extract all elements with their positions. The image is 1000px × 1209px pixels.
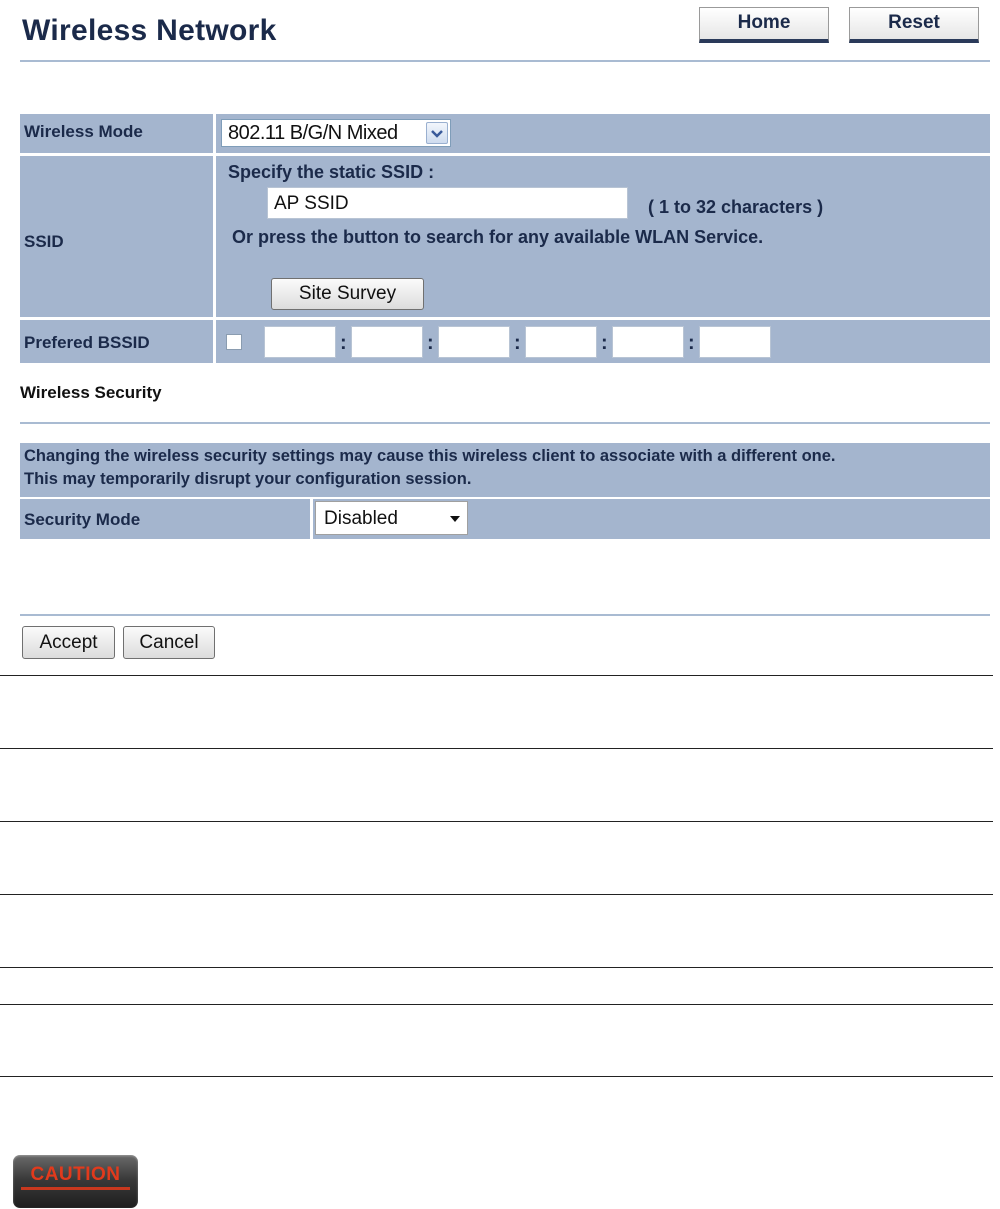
security-mode-value-cell <box>313 499 990 539</box>
accept-button[interactable]: Accept <box>22 626 115 659</box>
wireless-mode-select[interactable] <box>221 119 451 147</box>
page-title: Wireless Network <box>22 14 277 47</box>
table-rule <box>0 821 993 822</box>
security-divider <box>20 422 990 424</box>
bssid-separator: : <box>427 332 434 354</box>
ssid-input-value: AP SSID <box>274 193 349 214</box>
bssid-separator: : <box>688 332 695 354</box>
bssid-separator: : <box>340 332 347 354</box>
table-rule <box>0 1004 993 1005</box>
site-survey-button[interactable]: Site Survey <box>271 278 424 310</box>
wireless-mode-label-cell <box>20 114 213 153</box>
bssid-octet-2[interactable] <box>351 326 423 358</box>
title-divider <box>20 60 990 62</box>
ssid-value-cell <box>216 156 990 317</box>
bssid-label-cell <box>20 320 213 363</box>
bssid-label: Prefered BSSID <box>24 333 150 352</box>
table-rule <box>0 967 993 968</box>
caution-text: CAUTION <box>30 1164 121 1185</box>
ssid-input[interactable] <box>267 187 628 219</box>
table-rule <box>0 675 993 676</box>
security-mode-select[interactable] <box>315 501 468 535</box>
wireless-mode-value-cell <box>216 114 990 153</box>
actions-divider <box>20 614 990 616</box>
wireless-security-title: Wireless Security <box>20 383 162 402</box>
bssid-octet-1[interactable] <box>264 326 336 358</box>
bssid-octet-5[interactable] <box>612 326 684 358</box>
ssid-specify-text: Specify the static SSID : <box>228 162 435 182</box>
wireless-mode-value: 802.11 B/G/N Mixed <box>228 122 398 144</box>
security-warning-line-2: This may temporarily disrupt your configuration session. <box>24 470 472 488</box>
security-mode-label: Security Mode <box>24 510 141 529</box>
reset-button[interactable]: Reset <box>849 7 979 43</box>
home-button[interactable]: Home <box>699 7 829 43</box>
cancel-button[interactable]: Cancel <box>123 626 215 659</box>
dropdown-arrow-icon[interactable] <box>449 514 461 524</box>
bssid-separator: : <box>514 332 521 354</box>
bssid-octet-6[interactable] <box>699 326 771 358</box>
caution-icon <box>13 1155 138 1208</box>
table-rule <box>0 1076 993 1077</box>
ssid-hint: ( 1 to 32 characters ) <box>648 197 824 217</box>
bssid-octet-3[interactable] <box>438 326 510 358</box>
bssid-checkbox[interactable] <box>226 334 242 350</box>
security-warning-cell <box>20 443 990 497</box>
table-rule <box>0 748 993 749</box>
security-mode-label-cell <box>20 499 310 539</box>
bssid-separator: : <box>601 332 608 354</box>
security-warning-line-1: Changing the wireless security settings may cause this wireless client to associate with a different one. <box>24 447 836 465</box>
table-rule <box>0 894 993 895</box>
security-mode-value: Disabled <box>324 508 398 529</box>
wireless-mode-label: Wireless Mode <box>24 122 143 141</box>
bssid-octet-4[interactable] <box>525 326 597 358</box>
ssid-label: SSID <box>24 232 64 251</box>
ssid-label-cell <box>20 156 213 317</box>
ssid-search-text: Or press the button to search for any available WLAN Service. <box>232 227 764 247</box>
bssid-value-cell <box>216 320 990 363</box>
caution-underline <box>21 1187 130 1190</box>
chevron-down-icon[interactable] <box>426 122 448 144</box>
